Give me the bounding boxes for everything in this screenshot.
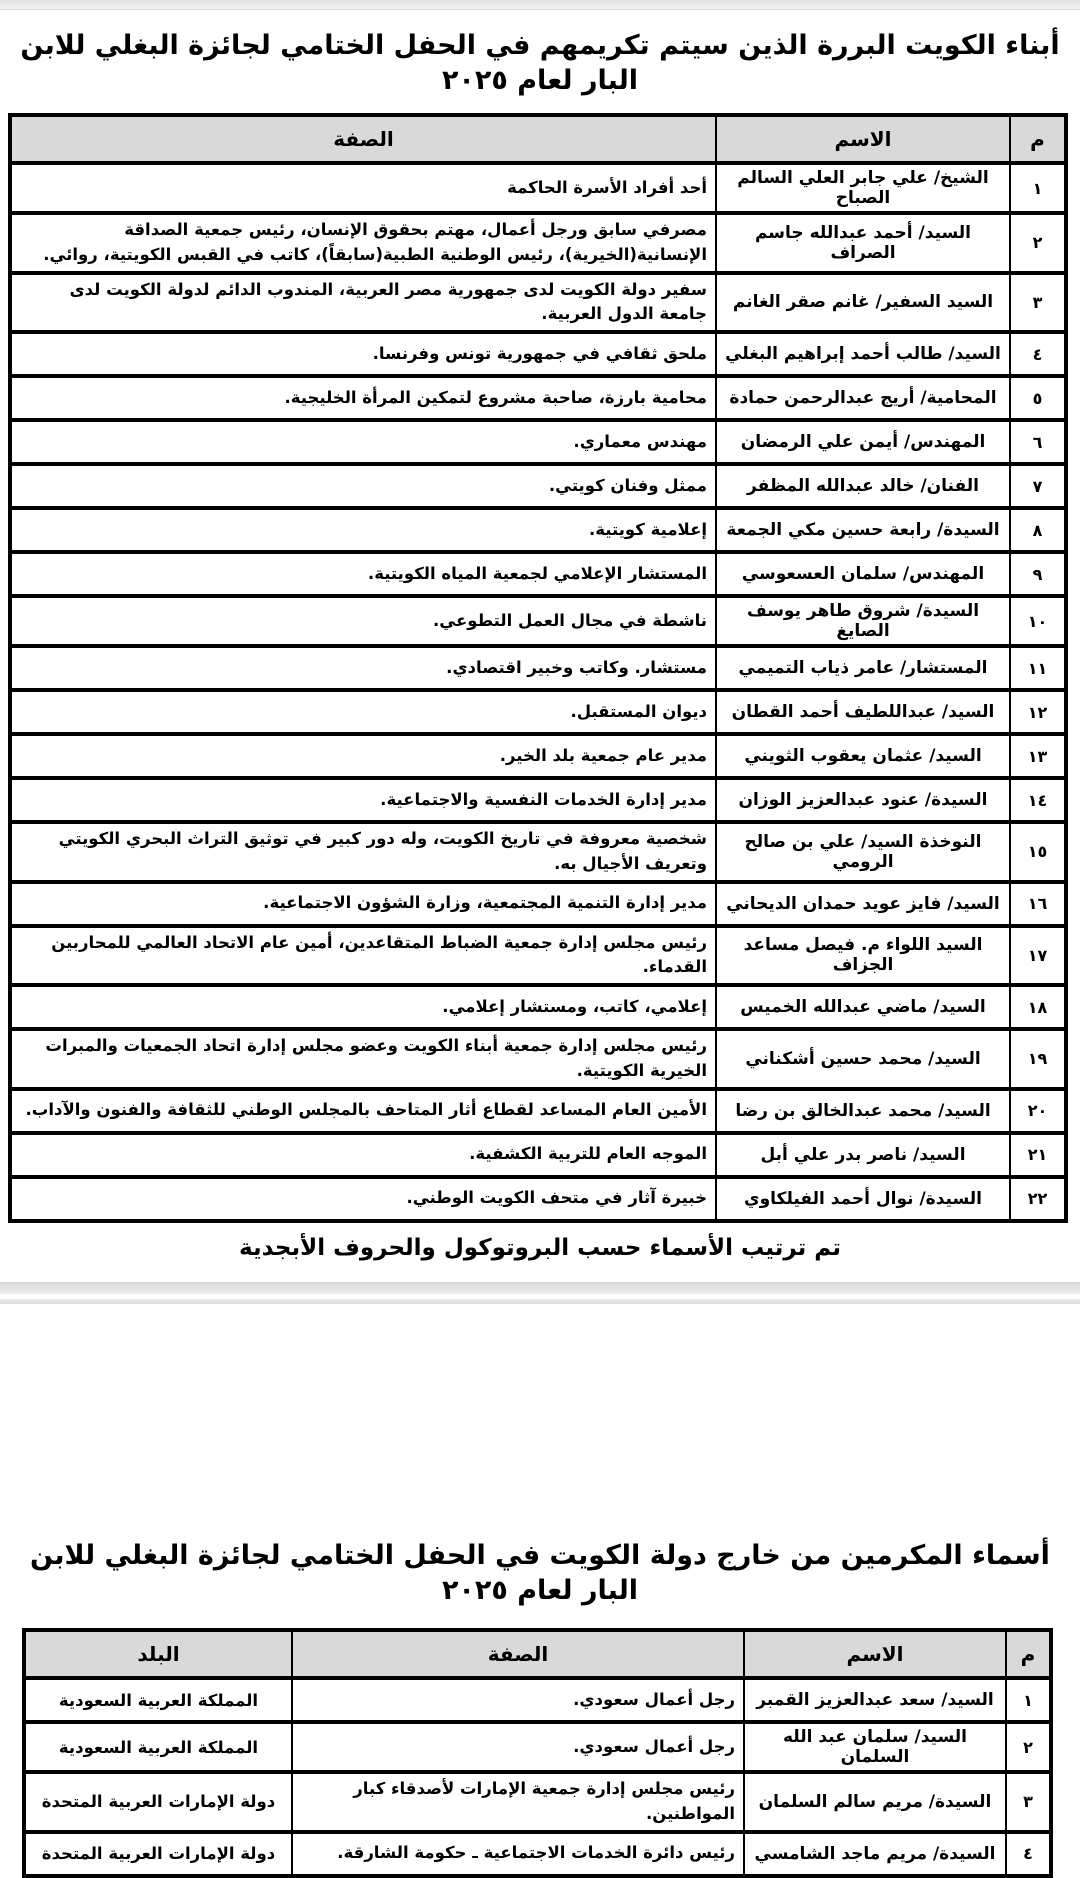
row-number: ١٢: [1010, 690, 1066, 734]
kuwait-honorees-table: [8, 113, 1068, 1223]
row-number: ٤: [1006, 1832, 1051, 1876]
honoree-name: السيد/ طالب أحمد إبراهيم البغلي: [716, 332, 1010, 376]
honoree-role: مصرفي سابق ورجل أعمال، مهتم بحقوق الإنسان، رئيس جمعية الصداقة الإنسانية(الخيرية)، رئيس الوطنية الطبية(سابقاً)، كاتب في القبس الكويتية، روائي.: [10, 213, 716, 273]
table-row: [10, 985, 1066, 1029]
table-row: [10, 464, 1066, 508]
honoree-role: خبيرة آثار في متحف الكويت الوطني.: [10, 1177, 716, 1221]
honoree-name: الشيخ/ علي جابر العلي السالم الصباح: [716, 163, 1010, 213]
honoree-name: السيدة/ مريم ماجد الشامسي: [744, 1832, 1006, 1876]
table-row: [10, 882, 1066, 926]
honoree-role: أحد أفراد الأسرة الحاكمة: [10, 163, 716, 213]
row-number: ٢: [1010, 213, 1066, 273]
honoree-role: شخصية معروفة في تاريخ الكويت، وله دور كبير في توثيق التراث البحري الكويتي وتعريف الأجيال به.: [10, 822, 716, 882]
honoree-name: السيد/ ناصر بدر علي أبل: [716, 1133, 1010, 1177]
honoree-role: رئيس مجلس إدارة جمعية الضباط المتقاعدين، أمين عام الاتحاد العالمي للمحاربين القدماء.: [10, 926, 716, 986]
row-number: ٢٠: [1010, 1089, 1066, 1133]
column-header-num: م: [1006, 1630, 1051, 1678]
honoree-role: الموجه العام للتربية الكشفية.: [10, 1133, 716, 1177]
table-row: [24, 1722, 1051, 1772]
table-row: [10, 508, 1066, 552]
honoree-name: السيد اللواء م. فيصل مساعد الجزاف: [716, 926, 1010, 986]
honoree-name: السيد/ سلمان عبد الله السلمان: [744, 1722, 1006, 1772]
table-row: [10, 420, 1066, 464]
honoree-name: المستشار/ عامر ذياب التميمي: [716, 646, 1010, 690]
honoree-name: السيد/ سعد عبدالعزيز القمبر: [744, 1678, 1006, 1722]
table-row: [10, 646, 1066, 690]
table-row: [10, 822, 1066, 882]
table-header-row: [24, 1630, 1051, 1678]
row-number: ٢: [1006, 1722, 1051, 1772]
honoree-name: السيدة/ رابعة حسين مكي الجمعة: [716, 508, 1010, 552]
table-row: [10, 1177, 1066, 1221]
table-row: [24, 1678, 1051, 1722]
row-number: ١٨: [1010, 985, 1066, 1029]
honoree-name: السيدة/ مريم سالم السلمان: [744, 1772, 1006, 1832]
honoree-role: مستشار. وكاتب وخبير اقتصادي.: [10, 646, 716, 690]
honoree-role: مهندس معماري.: [10, 420, 716, 464]
honoree-name: السيد/ فايز عويد حمدان الديحاني: [716, 882, 1010, 926]
table-row: [24, 1832, 1051, 1876]
row-number: ٣: [1006, 1772, 1051, 1832]
honoree-name: السيد/ محمد حسين أشكناني: [716, 1029, 1010, 1089]
page-2-top-edge: [0, 1299, 1080, 1304]
table-row: [10, 1133, 1066, 1177]
row-number: ١: [1006, 1678, 1051, 1722]
page-separator: [0, 1282, 1080, 1304]
honoree-role: مدير إدارة الخدمات النفسية والاجتماعية.: [10, 778, 716, 822]
page-title-2: أسماء المكرمين من خارج دولة الكويت في الحفل الختامي لجائزة البغلي للابن البار لعام ٢٠٢٥: [30, 1540, 1050, 1607]
table-row: [10, 734, 1066, 778]
row-number: ١٣: [1010, 734, 1066, 778]
page-1-bottom-edge: [0, 1282, 1080, 1294]
honoree-role: إعلامية كويتية.: [10, 508, 716, 552]
abroad-honorees-table: [22, 1628, 1053, 1878]
honoree-role: رجل أعمال سعودي.: [292, 1678, 744, 1722]
row-number: ٩: [1010, 552, 1066, 596]
honoree-name: المهندس/ سلمان العسعوسي: [716, 552, 1010, 596]
table-row: [10, 926, 1066, 986]
table-row: [10, 1029, 1066, 1089]
honoree-role: ملحق ثقافي في جمهورية تونس وفرنسا.: [10, 332, 716, 376]
row-number: ١١: [1010, 646, 1066, 690]
row-number: ٢٢: [1010, 1177, 1066, 1221]
honoree-role: إعلامي، كاتب، ومستشار إعلامي.: [10, 985, 716, 1029]
honoree-role: ناشطة في مجال العمل التطوعي.: [10, 596, 716, 646]
row-number: ١٥: [1010, 822, 1066, 882]
honoree-name: السيد/ عثمان يعقوب الثويني: [716, 734, 1010, 778]
honoree-role: رجل أعمال سعودي.: [292, 1722, 744, 1772]
table-row: [10, 332, 1066, 376]
honoree-role: رئيس مجلس إدارة جمعية أبناء الكويت وعضو مجلس إدارة اتحاد الجمعيات والمبرات الخيرية الكويتية.: [10, 1029, 716, 1089]
table-row: [10, 552, 1066, 596]
honoree-name: السيد/ محمد عبدالخالق بن رضا: [716, 1089, 1010, 1133]
honoree-name: السيدة/ عنود عبدالعزيز الوزان: [716, 778, 1010, 822]
honoree-name: المهندس/ أيمن علي الرمضان: [716, 420, 1010, 464]
honoree-role: الأمين العام المساعد لقطاع أثار المتاحف بالمجلس الوطني للثقافة والفنون والآداب.: [10, 1089, 716, 1133]
column-header-num: م: [1010, 115, 1066, 163]
honoree-name: السيد/ أحمد عبدالله جاسم الصراف: [716, 213, 1010, 273]
table-row: [10, 213, 1066, 273]
table-row: [24, 1772, 1051, 1832]
honoree-role: ديوان المستقبل.: [10, 690, 716, 734]
row-number: ١٩: [1010, 1029, 1066, 1089]
table-row: [10, 596, 1066, 646]
row-number: ٣: [1010, 273, 1066, 333]
page-2: [0, 1538, 1080, 1878]
table-row: [10, 778, 1066, 822]
column-header-role: الصفة: [292, 1630, 744, 1678]
table-row: [10, 376, 1066, 420]
honoree-country: المملكة العربية السعودية: [24, 1722, 292, 1772]
honoree-name: السيد السفير/ غانم صقر الغانم: [716, 273, 1010, 333]
footnote: تم ترتيب الأسماء حسب البروتوكول والحروف الأبجدية: [239, 1234, 841, 1261]
row-number: ٥: [1010, 376, 1066, 420]
row-number: ٢١: [1010, 1133, 1066, 1177]
page-title: أبناء الكويت البررة الذين سيتم تكريمهم في الحفل الختامي لجائزة البغلي للابن البار لعام ٢٠٢٥: [20, 30, 1060, 97]
row-number: ١٤: [1010, 778, 1066, 822]
honoree-name: النوخذة السيد/ علي بن صالح الرومي: [716, 822, 1010, 882]
honoree-name: السيدة/ نوال أحمد الفيلكاوي: [716, 1177, 1010, 1221]
honoree-role: سفير دولة الكويت لدى جمهورية مصر العربية، المندوب الدائم لدولة الكويت لدى جامعة الدول العربية.: [10, 273, 716, 333]
table-row: [10, 1089, 1066, 1133]
honoree-name: الفنان/ خالد عبدالله المظفر: [716, 464, 1010, 508]
row-number: ٧: [1010, 464, 1066, 508]
honoree-name: السيد/ ماضي عبدالله الخميس: [716, 985, 1010, 1029]
table-row: [10, 163, 1066, 213]
table-header-row: [10, 115, 1066, 163]
honoree-country: المملكة العربية السعودية: [24, 1678, 292, 1722]
row-number: ١٠: [1010, 596, 1066, 646]
honoree-role: رئيس دائرة الخدمات الاجتماعية ـ حكومة الشارقة.: [292, 1832, 744, 1876]
row-number: ٦: [1010, 420, 1066, 464]
honoree-name: السيدة/ شروق طاهر يوسف الصايغ: [716, 596, 1010, 646]
honoree-name: المحامية/ أريج عبدالرحمن حمادة: [716, 376, 1010, 420]
honoree-role: المستشار الإعلامي لجمعية المياه الكويتية.: [10, 552, 716, 596]
honoree-name: السيد/ عبداللطيف أحمد القطان: [716, 690, 1010, 734]
honoree-country: دولة الإمارات العربية المتحدة: [24, 1772, 292, 1832]
honoree-role: محامية بارزة، صاحبة مشروع لتمكين المرأة الخليجية.: [10, 376, 716, 420]
column-header-country: البلد: [24, 1630, 292, 1678]
table-row: [10, 690, 1066, 734]
column-header-name: الاسم: [716, 115, 1010, 163]
column-header-name: الاسم: [744, 1630, 1006, 1678]
honoree-role: مدير عام جمعية بلد الخير.: [10, 734, 716, 778]
honoree-role: مدير إدارة التنمية المجتمعية، وزارة الشؤون الاجتماعية.: [10, 882, 716, 926]
page-1: [0, 9, 1080, 1261]
column-header-role: الصفة: [10, 115, 716, 163]
row-number: ١: [1010, 163, 1066, 213]
row-number: ١٧: [1010, 926, 1066, 986]
honoree-role: ممثل وفنان كويتي.: [10, 464, 716, 508]
table-row: [10, 273, 1066, 333]
row-number: ٤: [1010, 332, 1066, 376]
row-number: ١٦: [1010, 882, 1066, 926]
row-number: ٨: [1010, 508, 1066, 552]
honoree-country: دولة الإمارات العربية المتحدة: [24, 1832, 292, 1876]
honoree-role: رئيس مجلس إدارة جمعية الإمارات لأصدقاء كبار المواطنين.: [292, 1772, 744, 1832]
